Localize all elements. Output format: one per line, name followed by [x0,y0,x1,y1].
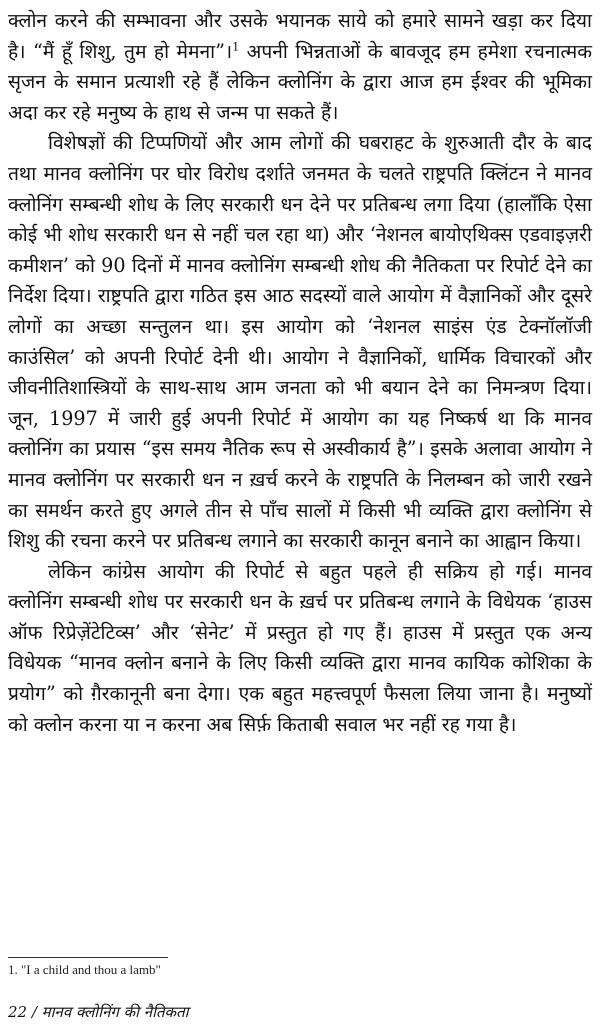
page-body [8,6,592,740]
paragraph-1 [8,6,592,128]
paragraph-1-text-a: क्लोन करने की सम्भावना और उसके भयानक साये को हमारे सामने खड़ा कर दिया है। “मैं हूँ शिशु, तुम हो मेमना”। [8,9,592,63]
page-footer: 22 / मानव क्लोनिंग की नैतिकता [8,1003,189,1021]
paragraph-2: विशेषज्ञों की टिप्पणियों और आम लोगों की घबराहट के शुरुआती दौर के बाद तथा मानव क्लोनिंग पर घोर विरोध दर्शाते जनमत के चलते राष्ट्रपति क्लिंटन ने मानव क्लोनिंग सम्बन्धी शोध के लिए सरकारी धन देने पर प्रतिबन्ध लगा दिया (हालाँकि ऐसा कोई भी शोध सरकारी धन से नहीं चल रहा था) और ‘नेशनल बायोएथिक्स एडवाइज़री कमीशन’ को 90 दिनों में मानव क्लोनिंग सम्बन्धी शोध की नैतिकता पर रिपोर्ट देने का निर्देश दिया। राष्ट्रपति द्वारा गठित इस आठ सदस्यों वाले आयोग में वैज्ञानिकों और दूसरे लोगों का अच्छा सन्तुलन था। इस आयोग को ‘नेशनल साइंस एंड टेक्नॉलॉजी काउंसिल’ को अपनी रिपोर्ट देनी थी। आयोग ने वैज्ञानिकों, धार्मिक विचारकों और जीवनीतिशास्त्रियों के साथ-साथ आम जनता को भी बयान देने का निमन्त्रण दिया। जून, 1997 में जारी हुई अपनी रिपोर्ट में आयोग का यह निष्कर्ष था कि मानव क्लोनिंग का प्रयास “इस समय नैतिक रूप से अस्वीकार्य है”। इसके अलावा आयोग ने मानव क्लोनिंग पर सरकारी धन न ख़र्च करने के राष्ट्रपति के निलम्बन को जारी रखने का समर्थन करते हुए अगले तीन से पाँच सालों में किसी भी व्यक्ति द्वारा क्लोनिंग से शिशु की रचना करने पर प्रतिबन्ध लगाने का सरकारी कानून बनाने का आह्वान किया। [8,131,592,553]
footnote: 1. "I a child and thou a lamb" [8,962,161,977]
footnote-reference: 1 [232,40,240,54]
paragraph-1-text-b: अपनी भिन्नताओं के बावजूद हम हमेशा रचनात्मक सृजन के समान प्रत्याशी रहे हैं लेकिन क्लोनिंग के द्वारा आज हम ईश्वर की भूमिका अदा कर रहे मनुष्य के हाथ से जन्म पा सकते हैं। [8,39,592,124]
paragraph-3: लेकिन कांग्रेस आयोग की रिपोर्ट से बहुत पहले ही सक्रिय हो गई। मानव क्लोनिंग सम्बन्धी शोध पर सरकारी धन के ख़र्च पर प्रतिबन्ध लगाने के विधेयक ‘हाउस ऑफ रिप्रेज़ेंटेटिव्स’ और ‘सेनेट’ में प्रस्तुत हो गए हैं। हाउस में प्रस्तुत एक अन्य विधेयक “मानव क्लोन बनाने के लिए किसी व्यक्ति द्वारा मानव कायिक कोशिका के प्रयोग” को ग़ैरकानूनी बना देगा। एक बहुत महत्त्वपूर्ण फैसला लिया जाना है। मनुष्यों को क्लोन करना या न करना अब सिर्फ़ किताबी सवाल भर नहीं रह गया है। [8,559,592,736]
footnote-divider [8,957,168,958]
